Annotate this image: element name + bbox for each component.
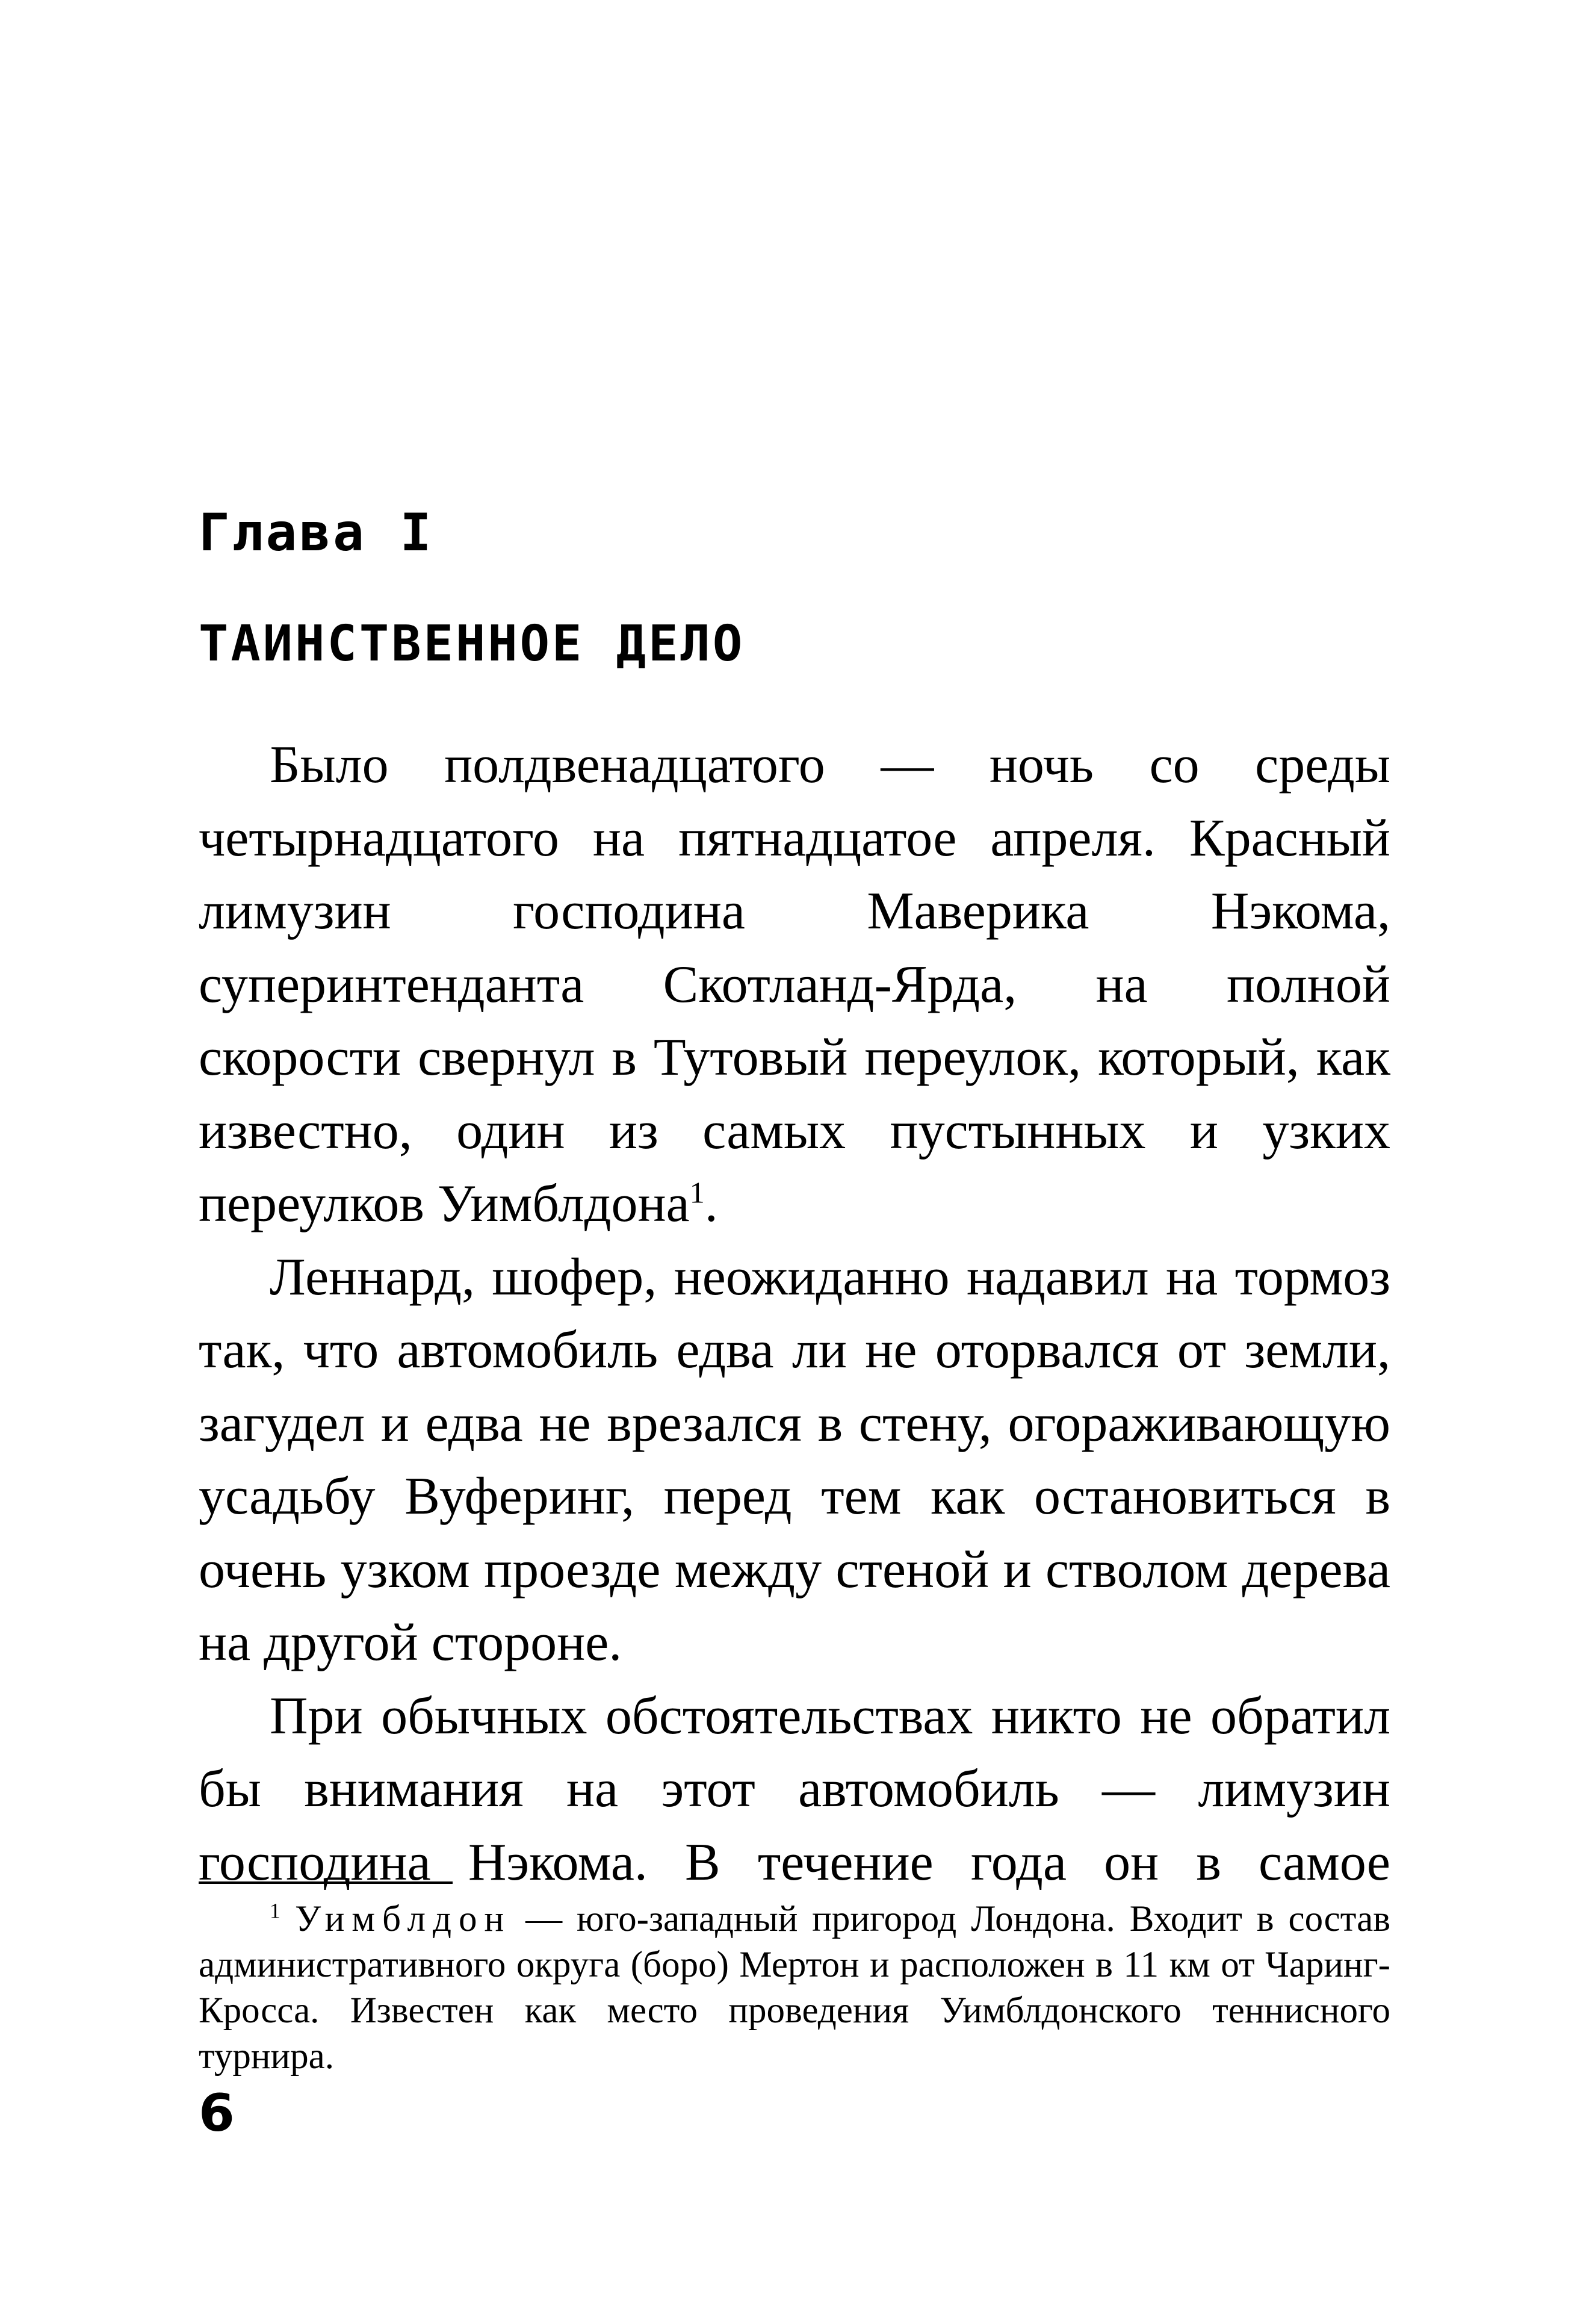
footnote-mark: 1 <box>270 1898 280 1923</box>
footnote <box>199 1897 1390 2080</box>
footnote-divider <box>199 1881 453 1884</box>
paragraph-1-tail: . <box>704 1175 718 1233</box>
paragraph-1-text: Было полдвенадцатого — ночь со среды четырнадцатого на пятнадцатое апреля. Красный лимузин господина Маверика Нэкома, суперинтенданта Скотланд-Ярда, на полной скорости свернул в Тутовый переулок, который, как известно, один из самых пустынных и узких переулков Уимблдона <box>199 736 1390 1233</box>
footnote-reference: 1 <box>689 1175 705 1210</box>
chapter-label: Глава I <box>199 503 434 563</box>
footnote-text: — юго-западный пригород Лондона. Входит в состав административного округа (боро) Мертон и расположен в 11 км от Чаринг-Кросса. Известен как место проведения Уимблдонского теннисного турнира. <box>199 1899 1391 2077</box>
paragraph-2: Леннард, шофер, неожиданно надавил на тормоз так, что автомобиль едва ли не оторвался от земли, загудел и едва не врезался в стену, огораживающую усадьбу Вуферинг, перед тем как остановиться в очень узком проезде между стеной и стволом дерева на другой стороне. <box>199 1247 1390 1672</box>
body-text <box>199 729 1390 1899</box>
book-page <box>199 0 1390 2324</box>
chapter-title: ТАИНСТВЕННОЕ ДЕЛО <box>199 615 745 673</box>
paragraph-3: При обычных обстоятельствах никто не обратил бы внимания на этот автомобиль — лимузин господина Нэкома. В течение года он в самое <box>199 1686 1390 1892</box>
page-number: 6 <box>199 2083 235 2143</box>
paragraph-1 <box>199 729 1390 1241</box>
footnote-term: Уимблдон <box>294 1899 512 1939</box>
